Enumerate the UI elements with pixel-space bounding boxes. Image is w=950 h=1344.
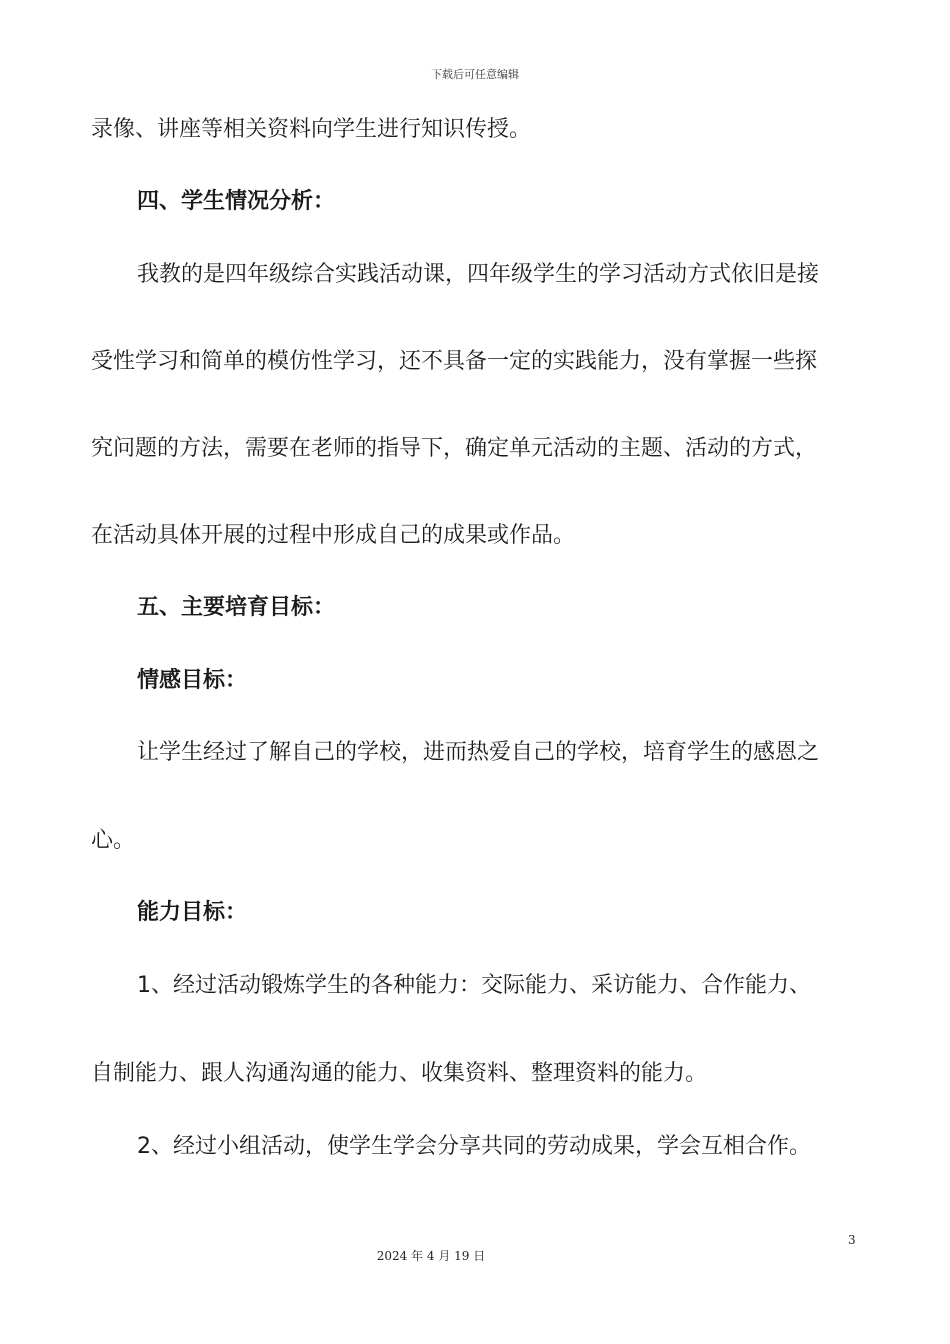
paragraph-line: 在活动具体开展的过程中形成自己的成果或作品。 bbox=[91, 523, 576, 548]
paragraph-line: 心。 bbox=[91, 828, 136, 853]
footer-date: 2024 年 4 月 19 日 bbox=[376, 1249, 486, 1263]
paragraph-line: 自制能力、跟人沟通沟通的能力、收集资料、整理资料的能力。 bbox=[91, 1061, 708, 1086]
subheading-emotional-goals: 情感目标： bbox=[137, 668, 248, 693]
page-number: 3 bbox=[848, 1233, 856, 1247]
subheading-ability-goals: 能力目标： bbox=[137, 900, 248, 925]
header-note: 下载后可任意编辑 bbox=[431, 68, 519, 81]
section-heading-main-goals: 五、主要培育目标： bbox=[137, 595, 336, 620]
paragraph-line: 究问题的方法，需要在老师的指导下，确定单元活动的主题、活动的方式， bbox=[91, 436, 818, 461]
paragraph-line: 受性学习和简单的模仿性学习，还不具备一定的实践能力，没有掌握一些探 bbox=[91, 349, 818, 374]
paragraph-line: 录像、讲座等相关资料向学生进行知识传授。 bbox=[91, 117, 532, 142]
list-item: 2、经过小组活动，使学生学会分享共同的劳动成果，学会互相合作。 bbox=[137, 1134, 811, 1159]
paragraph-line: 让学生经过了解自己的学校，进而热爱自己的学校，培育学生的感恩之 bbox=[137, 740, 820, 765]
paragraph-line: 我教的是四年级综合实践活动课，四年级学生的学习活动方式依旧是接 bbox=[137, 262, 820, 287]
list-item: 1、经过活动锻炼学生的各种能力：交际能力、采访能力、合作能力、 bbox=[137, 973, 811, 998]
section-heading-student-analysis: 四、学生情况分析： bbox=[137, 189, 336, 214]
